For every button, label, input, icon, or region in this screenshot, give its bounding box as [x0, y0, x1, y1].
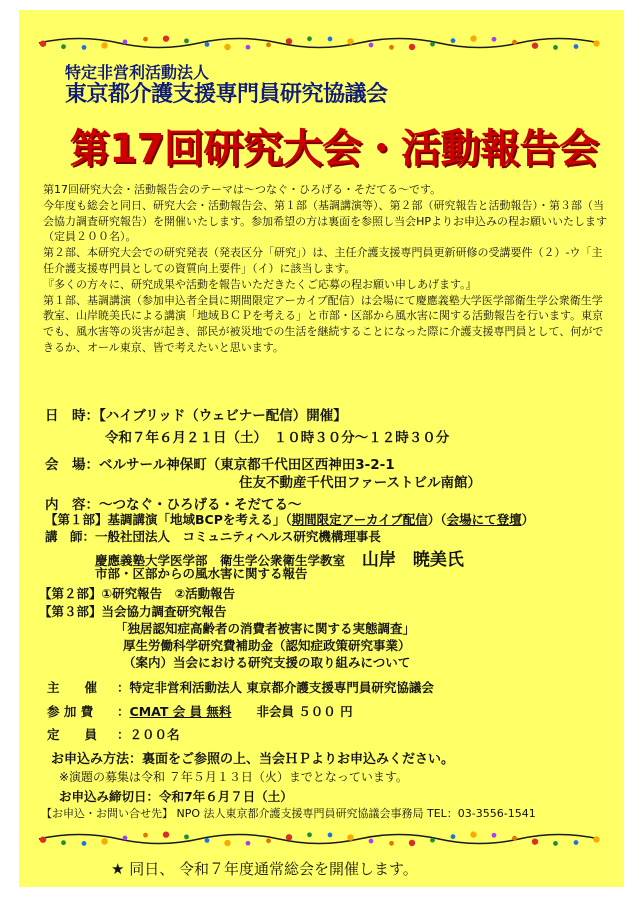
garland-bead	[512, 40, 517, 45]
garland-bead	[266, 42, 271, 47]
organization-name: 東京都介護支援専門員研究協議会	[65, 82, 388, 107]
garland-bead	[40, 41, 46, 47]
apply-label: お申込み方法：	[51, 752, 143, 767]
host-label: 主 催	[47, 680, 98, 695]
part1-row: 【第１部】基調講演「地域BCPを考える」（期間限定アーカイブ配信）（会場にて登壇）	[45, 512, 535, 527]
garland-bead	[40, 837, 46, 843]
part3-text: 当会協力調査研究報告	[101, 604, 227, 619]
garland-bead	[286, 38, 292, 44]
fee-row: 参 加 費 ：CMAT 会 員 無料 非会員 ５００ 円	[47, 704, 353, 719]
part1-label: 【第１部】	[45, 512, 108, 527]
garland-bead	[123, 836, 128, 841]
garland-bead	[143, 833, 148, 838]
schedule-mode: 【ハイブリッド（ウェビナー配信）開催】	[99, 408, 347, 424]
lecturer-org: 一般社団法人 コミュニティヘルス研究機構理事長	[95, 529, 381, 544]
apply-row	[51, 748, 454, 767]
garland-bead	[470, 35, 476, 41]
deadline-value: 令和7年６月７日（土）	[159, 789, 293, 804]
garland-bead	[389, 841, 394, 846]
fee-member: CMAT 会 員 無料	[129, 704, 232, 719]
intro-paragraph: 『多くの方々に、研究成果や活動を報告いただきたくご応募の程お願い申しあげます。』	[43, 277, 477, 291]
garland-bead	[328, 833, 333, 838]
garland-bead	[430, 42, 435, 47]
garland-bead	[123, 40, 128, 45]
schedule-date: 令和７年６月２１日（土） １０時３０分～１２時３０分	[105, 430, 450, 446]
garland-bead	[553, 841, 558, 846]
garland-bead	[430, 838, 435, 843]
intro-paragraph: 第１部、基調講演（参加申込者全員に期間限定アーカイブ配信）は会場にて慶應義塾大学医学部衛生学公衆衛生学教室、山岸暁美氏による講演「地域ＢＣＰを考える」と市部・区部から風水害に関する活動報告を行います。東京でも、風水害等の災害が起き、部民が被災地での生活を継続することになった際に介護支援専門員として、何ができるか、オール東京、皆で考えたいと思います。	[43, 293, 604, 354]
garland-bead	[246, 841, 251, 846]
garland-bead	[205, 42, 210, 47]
content-theme: ～つなぐ・ひろげる・そだてる～	[99, 497, 302, 513]
garland-bead	[101, 838, 107, 844]
abstract-note: ※演題の募集は令和 ７年５月１３日（火）までとなっています。	[59, 770, 408, 784]
schedule-row	[45, 404, 347, 424]
garland-bead	[574, 44, 579, 49]
garland-bead	[184, 834, 189, 839]
garland-bead	[163, 35, 169, 41]
part3-survey: 「独居認知症高齢者の消費者被害に関する実態調査」	[115, 621, 416, 636]
garland-bead	[492, 37, 497, 42]
garland-bead	[266, 838, 271, 843]
fee-nonmember: 非会員 ５００ 円	[256, 704, 353, 719]
garland-bead	[286, 834, 292, 840]
garland-bead	[205, 838, 210, 843]
lecturer-affil: 慶應義塾大学医学部 衛生学公衆衛生学教室	[95, 553, 346, 568]
garland-bead	[512, 836, 517, 841]
part1-venue: 会場にて登壇	[446, 512, 522, 527]
content-label: 内 容：	[45, 497, 99, 513]
garland-bead	[470, 831, 476, 837]
part3-note: （案内）当会における研究支援の取り組みについて	[123, 655, 411, 670]
part3-row	[39, 602, 227, 620]
part3-label: 【第３部】	[39, 604, 102, 619]
lecturer-row	[45, 527, 381, 545]
part1-title: 基調講演「地域BCPを考える」	[107, 512, 286, 527]
garland-bead	[593, 40, 599, 46]
garland-bead	[307, 832, 312, 837]
capacity-value: ２００名	[129, 727, 180, 742]
garland-bead	[532, 42, 538, 48]
organization-type: 特定非営利活動法人	[65, 63, 210, 82]
part1-archive: 期間限定アーカイブ配信	[291, 512, 428, 527]
part2-label: 【第２部】	[39, 586, 102, 601]
apply-text: 裏面をご参照の上、当会ＨＰよりお申込みください。	[142, 752, 455, 767]
capacity-row: 定 員 ：２００名	[47, 727, 180, 742]
garland-bead	[389, 45, 394, 50]
garland-bead	[82, 45, 87, 50]
venue-line2: 住友不動産千代田ファーストビル南館）	[239, 475, 482, 491]
lecturer-label: 講 師：	[45, 529, 96, 544]
schedule-label: 日 時：	[45, 408, 99, 424]
part2-text: ①研究報告 ②活動報告	[101, 586, 236, 601]
garland-bead	[328, 37, 333, 42]
garland-bead	[451, 38, 456, 43]
garland-bead	[409, 840, 415, 846]
intro-paragraph: 第17回研究大会・活動報告会のテーマは～つなぐ・ひろげる・そだてる～です。	[43, 183, 442, 196]
garland-bead	[347, 38, 353, 44]
garland-bead	[593, 836, 599, 842]
garland-bead	[307, 36, 312, 41]
contact-info: 【お申込・お問い合せ先】 NPO 法人東京都介護支援専門員研究協議会事務局 TEL：03-3556-1541	[41, 807, 536, 820]
lecturer-name: 山岸 暁美氏	[361, 550, 464, 570]
garland-bead	[224, 840, 230, 846]
deadline-row	[59, 787, 293, 805]
garland-bead	[82, 841, 87, 846]
garland-bead	[184, 38, 189, 43]
intro-paragraph: 今年度も総会と同日、研究大会・活動報告会、第１部（基調講演等）、第２部（研究報告と活動報告）・第３部（当会協力調査研究報告）を開催いたします。参加希望の方は裏面を参照し当会HPよりお申込みの程お願いいたします（定員２００名）。	[43, 198, 608, 244]
garland-bead	[492, 833, 497, 838]
host-row: 主 催 ：特定非営利活動法人 東京都介護支援専門員研究協議会	[47, 680, 434, 695]
intro-paragraph: 第２部、本研究大会での研究発表（発表区分「研究」）は、主任介護支援専門員更新研修の受講要件（２）‐ウ「主任介護支援専門員としての資質向上要件」（イ）に該当します。	[43, 246, 603, 275]
top-garland-decoration	[19, 32, 624, 54]
page-title: 第17回研究大会・活動報告会	[69, 126, 599, 172]
garland-bead	[246, 45, 251, 50]
venue-label: 会 場：	[45, 457, 99, 473]
venue-row	[45, 453, 395, 473]
flyer	[19, 10, 624, 887]
part3-grant: 厚生労働科学研究費補助金（認知症政策研究事業）	[123, 638, 411, 653]
intro-text	[43, 182, 613, 356]
footer-note: ★ 同日、 令和７年度通常総会を開催します。	[111, 860, 418, 878]
deadline-label: お申込み締切日：	[59, 789, 160, 804]
venue-line1: ベルサール神保町（東京都千代田区西神田3-2-1	[99, 457, 395, 473]
garland-bead	[347, 834, 353, 840]
garland-bead	[409, 44, 415, 50]
host-value: 特定非営利活動法人 東京都介護支援専門員研究協議会	[129, 680, 434, 695]
garland-bead	[553, 45, 558, 50]
garland-bead	[224, 44, 230, 50]
garland-bead	[61, 44, 66, 49]
garland-bead	[451, 834, 456, 839]
garland-bead	[61, 840, 66, 845]
garland-bead	[163, 831, 169, 837]
garland-bead	[574, 840, 579, 845]
garland-bead	[369, 43, 374, 48]
capacity-label: 定 員	[47, 727, 98, 742]
lecturer-report: 市部・区部からの風水害に関する報告	[95, 566, 308, 581]
bottom-garland-decoration	[19, 828, 624, 850]
fee-label: 参 加 費	[47, 704, 94, 719]
part2-row	[39, 584, 235, 602]
garland-bead	[101, 42, 107, 48]
garland-bead	[532, 838, 538, 844]
organization-block	[65, 64, 388, 108]
garland-bead	[143, 37, 148, 42]
garland-bead	[369, 839, 374, 844]
